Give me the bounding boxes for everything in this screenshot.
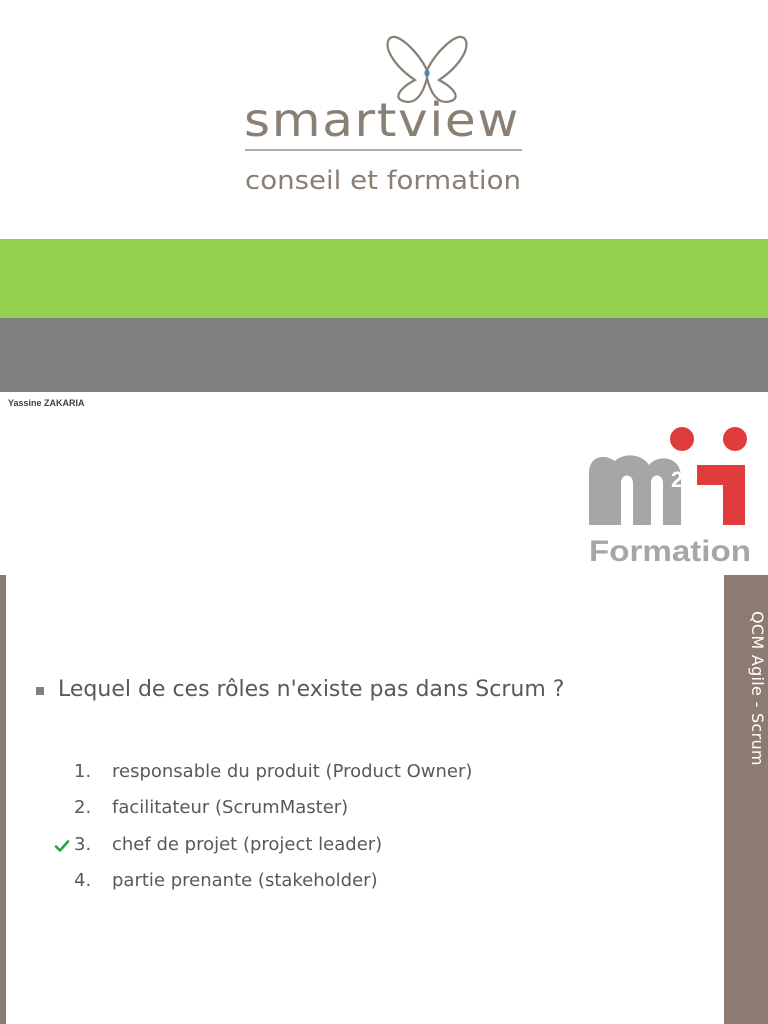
brand-tagline: conseil et formation (245, 166, 521, 196)
answer-option-1[interactable] (0, 761, 700, 787)
option-number: 2. (74, 797, 92, 818)
side-title-panel (724, 575, 768, 1024)
m2i-formation-logo (585, 425, 755, 570)
gray-band (0, 318, 768, 392)
option-number: 4. (74, 870, 92, 891)
question (36, 677, 564, 702)
option-text: facilitateur (ScrumMaster) (112, 797, 349, 818)
brand-name: smartview (244, 93, 520, 147)
option-text: chef de projet (project leader) (112, 834, 383, 855)
author-name: Yassine ZAKARIA (8, 398, 85, 408)
square-bullet-icon (36, 687, 44, 695)
quiz-slide (0, 575, 768, 1024)
option-text: partie prenante (stakeholder) (112, 870, 378, 891)
m2i-formation-label: Formation (589, 535, 751, 568)
option-text: responsable du produit (Product Owner) (112, 761, 473, 782)
answer-option-3[interactable] (0, 834, 700, 860)
answer-option-4[interactable] (0, 870, 700, 896)
m2i-superscript: 2 (671, 467, 684, 492)
option-number: 1. (74, 761, 92, 782)
option-number: 3. (74, 834, 92, 855)
butterfly-body-dot (424, 69, 429, 76)
question-text: Lequel de ces rôles n'existe pas dans Scrum ? (58, 677, 565, 702)
checkmark-icon (54, 838, 70, 854)
answer-option-2[interactable] (0, 797, 700, 823)
side-title: QCM Agile - Scrum (748, 611, 767, 766)
smartview-logo (240, 30, 530, 205)
green-band (0, 239, 768, 318)
m2i-m-glyph (589, 455, 684, 525)
